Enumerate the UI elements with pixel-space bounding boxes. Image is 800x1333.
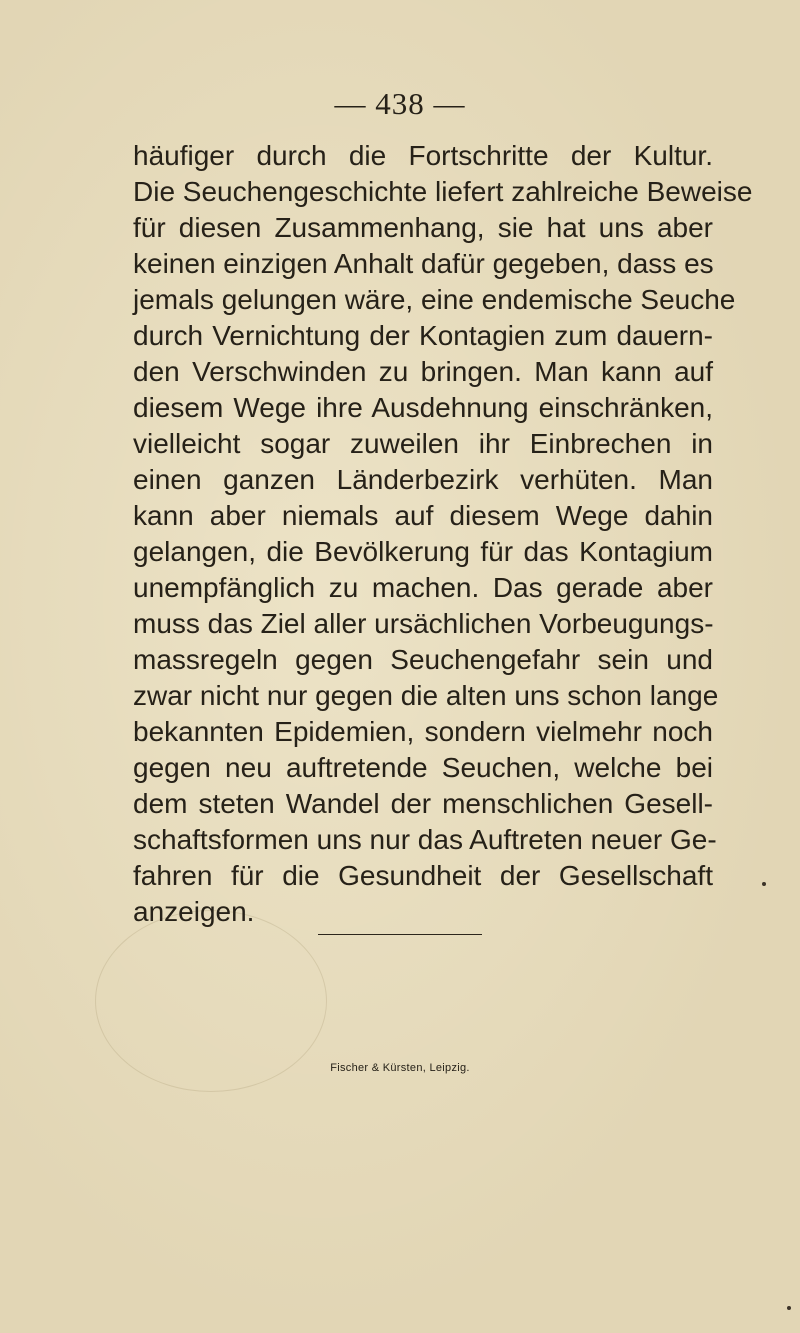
- text-line: häufiger durch die Fortschritte der Kultur.: [133, 140, 713, 171]
- text-line: vielleicht sogar zuweilen ihr Einbrechen in: [133, 428, 713, 459]
- ink-speck: [787, 1306, 791, 1310]
- text-line: muss das Ziel aller ursächlichen Vorbeugungs-: [133, 608, 714, 639]
- text-line: massregeln gegen Seuchengefahr sein und: [133, 644, 713, 675]
- printer-imprint: Fischer & Kürsten, Leipzig.: [330, 1062, 470, 1074]
- text-line: gelangen, die Bevölkerung für das Kontagium: [133, 536, 713, 567]
- text-line: zwar nicht nur gegen die alten uns schon lange: [133, 680, 719, 711]
- text-line: Die Seuchengeschichte liefert zahlreiche Beweise: [133, 176, 753, 207]
- text-line: gegen neu auftretende Seuchen, welche bei: [133, 752, 713, 783]
- text-line: fahren für die Gesundheit der Gesellschaft: [133, 860, 713, 891]
- text-line: schaftsformen uns nur das Auftreten neuer Ge-: [133, 824, 717, 855]
- text-line: jemals gelungen wäre, eine endemische Seuche: [133, 284, 736, 315]
- text-line: diesem Wege ihre Ausdehnung einschränken,: [133, 392, 713, 423]
- text-line: keinen einzigen Anhalt dafür gegeben, dass es: [133, 248, 714, 279]
- ink-speck: [762, 882, 766, 886]
- text-line: für diesen Zusammenhang, sie hat uns aber: [133, 212, 713, 243]
- text-line-last: anzeigen.: [133, 896, 255, 927]
- closing-rule: [318, 934, 482, 935]
- text-line: unempfänglich zu machen. Das gerade aber: [133, 572, 713, 603]
- text-line: bekannten Epidemien, sondern vielmehr noch: [133, 716, 713, 747]
- text-line: durch Vernichtung der Kontagien zum dauern-: [133, 320, 713, 351]
- body-text: [133, 138, 753, 930]
- page-number: — 438 —: [334, 86, 466, 121]
- text-line: kann aber niemals auf diesem Wege dahin: [133, 500, 713, 531]
- text-line: dem steten Wandel der menschlichen Gesell-: [133, 788, 713, 819]
- text-line: den Verschwinden zu bringen. Man kann auf: [133, 356, 713, 387]
- text-line: einen ganzen Länderbezirk verhüten. Man: [133, 464, 713, 495]
